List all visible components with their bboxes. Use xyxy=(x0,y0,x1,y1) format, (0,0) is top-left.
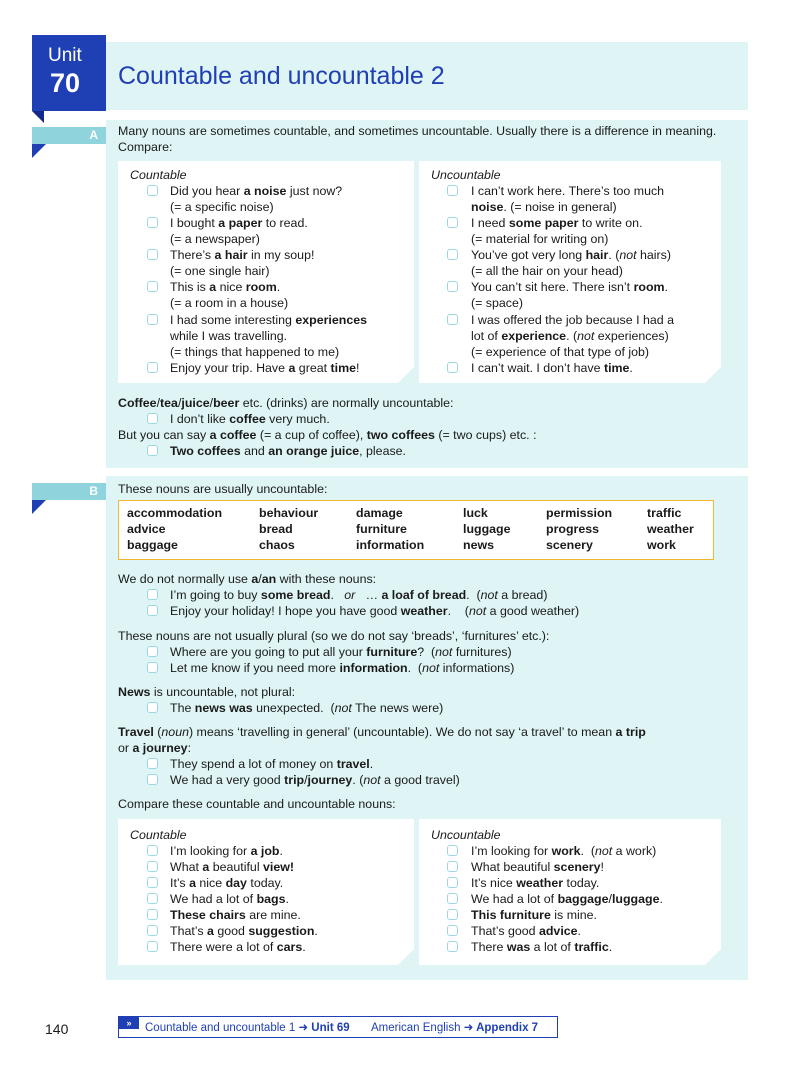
bullet-icon xyxy=(147,702,158,713)
ref-unit-69[interactable] xyxy=(145,1020,350,1034)
example-line: I bought a paper to read. xyxy=(170,216,308,230)
example-line: We had a lot of baggage/luggage. xyxy=(471,892,663,906)
word: luggage xyxy=(463,522,511,536)
example-line: They spend a lot of money on travel. xyxy=(170,757,374,771)
bullet-icon xyxy=(147,774,158,785)
box-corner-cut xyxy=(398,949,414,965)
word: progress xyxy=(546,522,600,536)
unit-badge xyxy=(32,35,106,111)
unit-badge-fold xyxy=(32,111,44,123)
example-gloss: (= space) xyxy=(471,296,523,310)
word-column xyxy=(356,505,424,553)
word: work xyxy=(647,538,676,552)
word: information xyxy=(356,538,425,552)
uncountable-heading-b: Uncountable xyxy=(431,828,501,842)
example-gloss: (= all the hair on your head) xyxy=(471,264,623,278)
example-line: That’s good advice. xyxy=(471,924,581,938)
drinks-example-1 xyxy=(170,411,330,427)
text-fragment: or xyxy=(118,741,133,755)
countable-heading-b: Countable xyxy=(130,828,187,842)
word: traffic xyxy=(647,506,682,520)
word-column xyxy=(463,505,511,553)
example-line: The news was unexpected. (not The news were) xyxy=(170,701,444,715)
ref-link: ➜ Unit 69 xyxy=(298,1022,350,1034)
example-gloss: (= a specific noise) xyxy=(170,200,274,214)
bullet-icon xyxy=(147,445,158,456)
text-fragment: (= two cups) etc. : xyxy=(434,428,537,442)
bullet-icon xyxy=(447,185,458,196)
text-fragment: ( xyxy=(153,725,162,739)
bullet-icon xyxy=(447,217,458,228)
ref-link: ➜ Appendix 7 xyxy=(463,1022,539,1034)
example-gloss: (= a room in a house) xyxy=(170,296,289,310)
rule-news: News is uncountable, not plural: xyxy=(118,685,296,699)
example-line: Where are you going to put all your furniture? (not furnitures) xyxy=(170,645,512,659)
example-line: I can’t wait. I don’t have time. xyxy=(471,361,633,375)
bullet-icon xyxy=(147,845,158,856)
text-fragment: ) means ‘travelling in general’ (uncountable). We do not say ‘a travel’ to mean xyxy=(188,725,616,739)
section-a-tag xyxy=(32,127,106,144)
word: baggage xyxy=(127,538,178,552)
word: furniture xyxy=(356,522,407,536)
double-arrow-icon: » xyxy=(119,1017,139,1029)
text-fragment: and xyxy=(240,444,269,458)
example-line: That’s a good suggestion. xyxy=(170,924,318,938)
example-line-cont: while I was travelling. xyxy=(170,329,288,343)
example-line: There was a lot of traffic. xyxy=(471,940,613,954)
text-fragment-bold: a coffee xyxy=(209,428,257,442)
example-line: Did you hear a noise just now? xyxy=(170,184,343,198)
drinks-example-2 xyxy=(170,443,406,459)
example-gloss: (= material for writing on) xyxy=(471,232,609,246)
text-fragment: But you can say xyxy=(118,428,210,442)
section-a-letter: A xyxy=(89,128,98,142)
page-title: Countable and uncountable 2 xyxy=(118,62,445,90)
text-fragment: (= a cup of coffee), xyxy=(256,428,367,442)
text-fragment-bold: two coffees xyxy=(366,428,435,442)
rule-travel-cont: or a journey: xyxy=(118,741,192,755)
bullet-icon xyxy=(147,758,158,769)
section-a-intro-1: Many nouns are sometimes countable, and sometimes uncountable. Usually there is a difference in meaning. xyxy=(118,124,717,138)
text-fragment-bold: Two coffees xyxy=(170,444,241,458)
rule-plural: These nouns are not usually plural (so we do not say ‘breads’, ‘furnitures’ etc.): xyxy=(118,629,550,643)
word: permission xyxy=(546,506,613,520)
example-line: It’s a nice day today. xyxy=(170,876,284,890)
word: news xyxy=(463,538,494,552)
bullet-icon xyxy=(447,909,458,920)
example-gloss: (= one single hair) xyxy=(170,264,270,278)
bullet-icon xyxy=(447,941,458,952)
example-line: There’s a hair in my soup! xyxy=(170,248,315,262)
example-line: Enjoy your trip. Have a great time! xyxy=(170,361,360,375)
drinks-rule: Coffee/tea/juice/beer etc. (drinks) are normally uncountable: xyxy=(118,396,454,410)
section-b-letter: B xyxy=(89,484,98,498)
word: luck xyxy=(463,506,488,520)
bullet-icon xyxy=(147,909,158,920)
example-line: I’m going to buy some bread. or … a loaf of bread. (not a bread) xyxy=(170,588,548,602)
example-line: We had a lot of bags. xyxy=(170,892,289,906)
uncountable-words-box xyxy=(118,500,714,560)
bullet-icon xyxy=(447,362,458,373)
example-line: I need some paper to write on. xyxy=(471,216,643,230)
ref-appendix-7[interactable] xyxy=(371,1020,538,1034)
bullet-icon xyxy=(147,646,158,657)
bullet-icon xyxy=(447,925,458,936)
section-b-tag xyxy=(32,483,106,500)
example-gloss: (= things that happened to me) xyxy=(170,345,340,359)
word: damage xyxy=(356,506,403,520)
example-line: This is a nice room. xyxy=(170,280,281,294)
text-fragment: is uncountable, not plural: xyxy=(150,685,296,699)
section-b-intro: These nouns are usually uncountable: xyxy=(118,482,328,496)
word: advice xyxy=(127,522,166,536)
bullet-icon xyxy=(147,281,158,292)
word: chaos xyxy=(259,538,295,552)
word-column xyxy=(647,505,694,553)
bullet-icon xyxy=(147,362,158,373)
bullet-icon xyxy=(147,662,158,673)
example-line: What a beautiful view! xyxy=(170,860,295,874)
word-column xyxy=(259,505,318,553)
ref-text: American English xyxy=(371,1022,461,1034)
box-corner-cut xyxy=(398,367,414,383)
rule-a-an: We do not normally use a/an with these nouns: xyxy=(118,572,377,586)
box-corner-cut xyxy=(705,367,721,383)
rule-travel: Travel (noun) means ‘travelling in general’ (uncountable). We do not say ‘a travel’ to mean a trip xyxy=(118,725,646,739)
word: behaviour xyxy=(259,506,319,520)
example-line: These chairs are mine. xyxy=(170,908,301,922)
example-gloss: (= experience of that type of job) xyxy=(471,345,650,359)
unit-label: Unit xyxy=(48,45,82,66)
bullet-icon xyxy=(147,413,158,424)
example-line: It’s nice weather today. xyxy=(471,876,600,890)
example-line: This furniture is mine. xyxy=(471,908,597,922)
example-line: I had some interesting experiences xyxy=(170,313,367,327)
word-column xyxy=(127,505,222,553)
section-a-intro-2: Compare: xyxy=(118,140,173,154)
text-fragment: very much. xyxy=(265,412,330,426)
bullet-icon xyxy=(147,941,158,952)
bullet-icon xyxy=(147,217,158,228)
text-fragment-bold: coffee xyxy=(229,412,266,426)
bullet-icon xyxy=(147,605,158,616)
text-fragment-bold: an orange juice xyxy=(268,444,360,458)
text-fragment: , please. xyxy=(359,444,406,458)
example-line: We had a very good trip/journey. (not a good travel) xyxy=(170,773,460,787)
bullet-icon xyxy=(447,249,458,260)
example-line: I can’t work here. There’s too much xyxy=(471,184,665,198)
countable-heading-a: Countable xyxy=(130,168,187,182)
drinks-rule-text: etc. (drinks) are normally uncountable: xyxy=(242,396,454,410)
example-line: I was offered the job because I had a xyxy=(471,313,674,327)
section-a-marker xyxy=(32,144,46,158)
unit-number: 70 xyxy=(50,68,81,98)
example-line-cont: noise. (= noise in general) xyxy=(471,200,617,214)
bullet-icon xyxy=(447,877,458,888)
word: bread xyxy=(259,522,293,536)
section-b-marker xyxy=(32,500,46,514)
bullet-icon xyxy=(147,861,158,872)
bullet-icon xyxy=(447,281,458,292)
uncountable-heading-a: Uncountable xyxy=(431,168,501,182)
bullet-icon xyxy=(447,893,458,904)
example-line: I’m looking for a job. xyxy=(170,844,283,858)
example-line-cont: lot of experience. (not experiences) xyxy=(471,329,669,343)
example-line: Let me know if you need more information. (not informations) xyxy=(170,661,515,675)
bullet-icon xyxy=(447,861,458,872)
bullet-icon xyxy=(147,249,158,260)
bullet-icon xyxy=(147,185,158,196)
word: weather xyxy=(647,522,694,536)
example-line: What beautiful scenery! xyxy=(471,860,604,874)
example-line: There were a lot of cars. xyxy=(170,940,306,954)
example-gloss: (= a newspaper) xyxy=(170,232,260,246)
bullet-icon xyxy=(447,314,458,325)
bullet-icon xyxy=(147,314,158,325)
box-corner-cut xyxy=(705,949,721,965)
bullet-icon xyxy=(147,925,158,936)
example-line: You’ve got very long hair. (not hairs) xyxy=(471,248,671,262)
bullet-icon xyxy=(447,845,458,856)
ref-text: Countable and uncountable 1 xyxy=(145,1022,296,1034)
text-fragment: I don’t like xyxy=(170,412,230,426)
word: scenery xyxy=(546,538,593,552)
rule-compare: Compare these countable and uncountable nouns: xyxy=(118,797,396,811)
bullet-icon xyxy=(147,877,158,888)
bullet-icon xyxy=(147,893,158,904)
page-number: 140 xyxy=(45,1021,69,1037)
word: accommodation xyxy=(127,506,223,520)
bullet-icon xyxy=(147,589,158,600)
example-line: You can’t sit here. There isn’t room. xyxy=(471,280,668,294)
example-line: I’m looking for work. (not a work) xyxy=(471,844,657,858)
word-column xyxy=(546,505,612,553)
example-line: Enjoy your holiday! I hope you have good weather. (not a good weather) xyxy=(170,604,580,618)
but-line xyxy=(118,427,537,443)
cross-reference-bar xyxy=(118,1016,558,1038)
